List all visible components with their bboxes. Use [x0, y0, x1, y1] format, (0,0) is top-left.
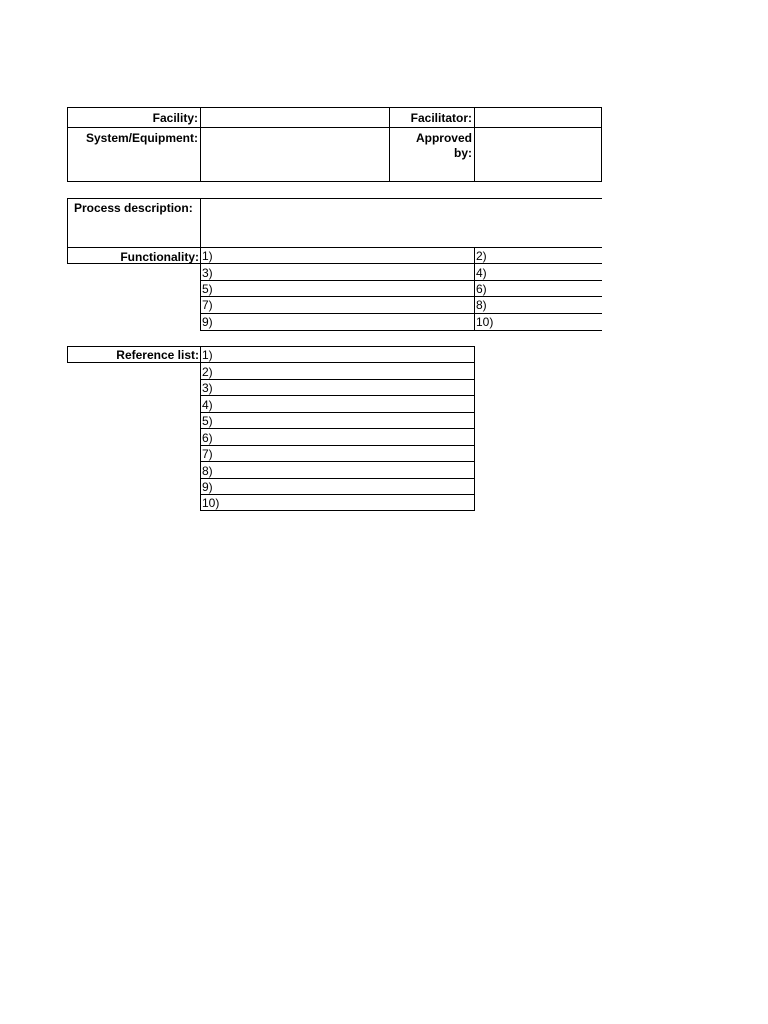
process-description-field[interactable]: [201, 199, 602, 247]
reference-item[interactable]: 4): [202, 398, 213, 412]
reference-list-label: Reference list:: [116, 348, 199, 362]
reference-item[interactable]: 3): [202, 381, 213, 395]
functionality-item[interactable]: 9): [202, 315, 213, 329]
process-description-label: Process description:: [74, 201, 193, 215]
functionality-item[interactable]: 2): [476, 249, 487, 263]
reference-item[interactable]: 5): [202, 414, 213, 428]
reference-item[interactable]: 8): [202, 464, 213, 478]
functionality-item[interactable]: 6): [476, 282, 487, 296]
functionality-item[interactable]: 7): [202, 298, 213, 312]
functionality-item[interactable]: 1): [202, 249, 213, 263]
reference-item[interactable]: 7): [202, 447, 213, 461]
functionality-label: Functionality:: [120, 250, 199, 264]
functionality-item[interactable]: 8): [476, 298, 487, 312]
facilitator-label: Facilitator:: [410, 111, 472, 125]
reference-item[interactable]: 2): [202, 365, 213, 379]
approved-by-field[interactable]: [475, 128, 601, 181]
reference-item[interactable]: 1): [202, 348, 213, 362]
functionality-item[interactable]: 3): [202, 266, 213, 280]
reference-item[interactable]: 6): [202, 431, 213, 445]
facilitator-field[interactable]: [475, 108, 601, 127]
facility-label: Facility:: [152, 111, 198, 125]
approved-by-label-line2: by:: [454, 146, 472, 160]
functionality-item[interactable]: 10): [476, 315, 494, 329]
functionality-item[interactable]: 4): [476, 266, 487, 280]
approved-by-label-line1: Approved: [415, 131, 472, 145]
facility-field[interactable]: [201, 108, 389, 127]
reference-item[interactable]: 10): [202, 496, 220, 510]
functionality-item[interactable]: 5): [202, 282, 213, 296]
system-equipment-label: System/Equipment:: [85, 131, 198, 145]
system-equipment-field[interactable]: [201, 128, 389, 181]
reference-item[interactable]: 9): [202, 480, 213, 494]
